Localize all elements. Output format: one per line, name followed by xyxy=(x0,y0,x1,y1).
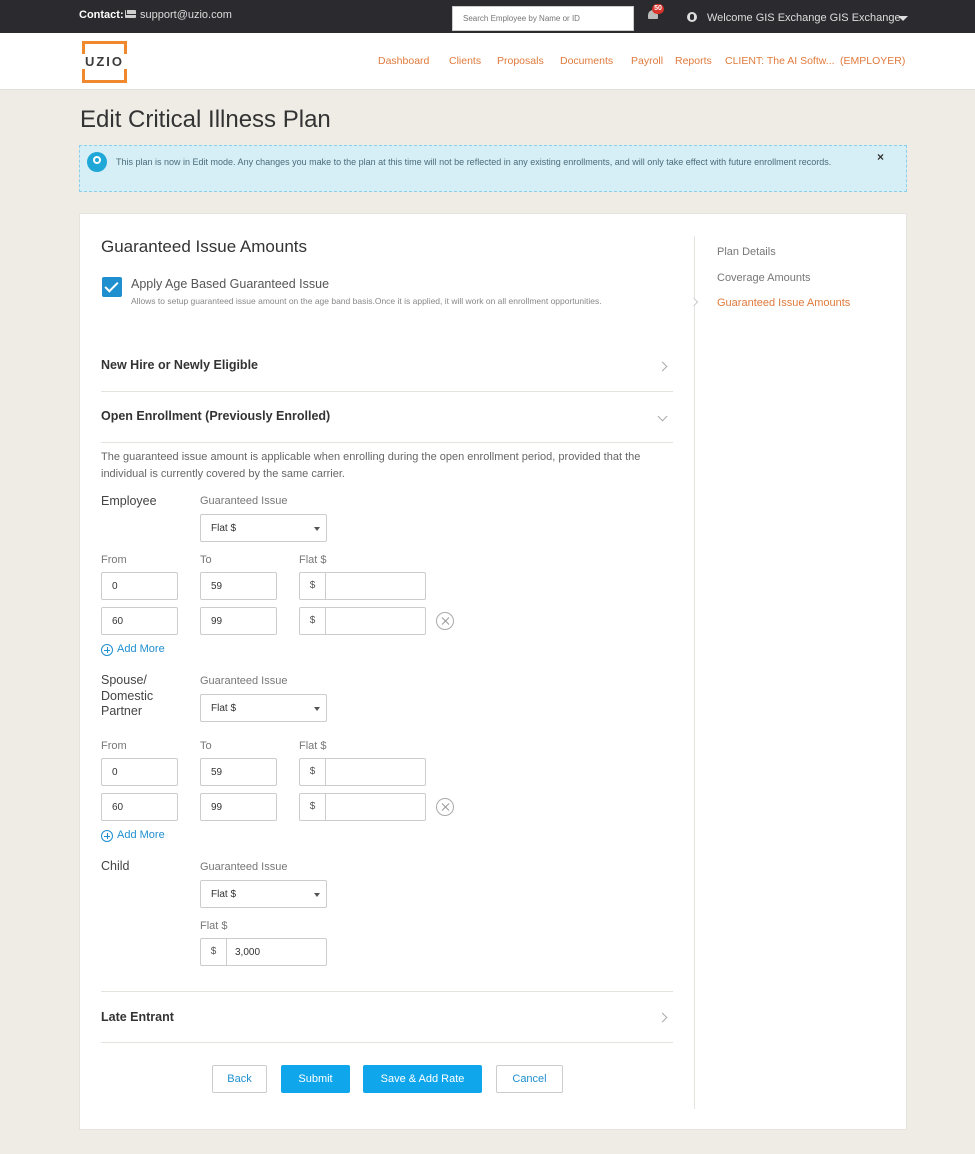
close-icon[interactable]: × xyxy=(877,150,885,164)
cancel-button[interactable]: Cancel xyxy=(496,1065,563,1093)
plan-card xyxy=(79,213,907,1130)
plus-circle-icon[interactable] xyxy=(101,830,113,842)
logo-text: UZIO xyxy=(80,54,129,69)
nav-clients[interactable]: Clients xyxy=(449,55,482,67)
employee-amount-input[interactable] xyxy=(299,607,426,635)
contact-email-link[interactable]: support@uzio.com xyxy=(140,9,232,21)
sidebar-item-coverage-amounts[interactable]: Coverage Amounts xyxy=(717,272,811,284)
section-title: Guaranteed Issue Amounts xyxy=(101,237,308,256)
to-label: To xyxy=(200,740,212,752)
welcome-user-menu[interactable]: Welcome GIS Exchange GIS Exchange xyxy=(707,12,901,24)
mail-icon xyxy=(125,10,136,18)
age-based-gi-checkbox[interactable] xyxy=(102,277,122,297)
child-label: Child xyxy=(101,859,130,873)
accordion-open-enrollment[interactable]: Open Enrollment (Previously Enrolled) xyxy=(101,409,331,423)
flat-label: Flat $ xyxy=(299,740,327,752)
currency-prefix: $ xyxy=(300,573,326,599)
nav-client[interactable]: CLIENT: The AI Softw... xyxy=(725,55,835,67)
employee-search-input[interactable] xyxy=(452,6,634,31)
spouse-gi-select[interactable]: Flat $ xyxy=(200,694,327,722)
gi-label: Guaranteed Issue xyxy=(200,495,288,507)
spouse-from-input[interactable]: 60 xyxy=(101,793,178,821)
alert-text: This plan is now in Edit mode. Any changes you make to the plan at this time will not be reflected in any existing enrollments, and will only take effect with future enrollment records. xyxy=(116,157,832,167)
currency-prefix: $ xyxy=(300,794,326,820)
chevron-right-icon[interactable] xyxy=(658,362,668,372)
from-label: From xyxy=(101,554,127,566)
submit-button[interactable]: Submit xyxy=(281,1065,350,1093)
divider xyxy=(101,442,673,443)
employee-from-input[interactable]: 60 xyxy=(101,607,178,635)
chevron-down-icon[interactable] xyxy=(658,412,668,422)
chevron-down-icon[interactable] xyxy=(898,16,908,21)
from-label: From xyxy=(101,740,127,752)
spouse-from-input[interactable]: 0 xyxy=(101,758,178,786)
spouse-label: Spouse/ Domestic Partner xyxy=(101,673,154,718)
accordion-late-entrant[interactable]: Late Entrant xyxy=(101,1010,174,1024)
spouse-to-input[interactable]: 59 xyxy=(200,758,277,786)
flat-label: Flat $ xyxy=(200,920,228,932)
sidebar-item-plan-details[interactable]: Plan Details xyxy=(717,246,776,258)
remove-row-icon[interactable] xyxy=(436,612,454,630)
nav-employer[interactable]: (EMPLOYER) xyxy=(840,55,906,67)
spouse-amount-input[interactable] xyxy=(299,758,426,786)
flat-label: Flat $ xyxy=(299,554,327,566)
edit-mode-alert xyxy=(79,145,907,192)
nav-documents[interactable]: Documents xyxy=(560,55,614,67)
add-more-link[interactable]: Add More xyxy=(117,643,165,655)
spouse-to-input[interactable]: 99 xyxy=(200,793,277,821)
open-enrollment-description: The guaranteed issue amount is applicable when enrolling during the open enrollment period, provided that the individual is currently covered by the same carrier. xyxy=(101,451,641,480)
employee-to-input[interactable]: 59 xyxy=(200,572,277,600)
spouse-amount-input[interactable] xyxy=(299,793,426,821)
gi-label: Guaranteed Issue xyxy=(200,675,288,687)
accordion-new-hire[interactable]: New Hire or Newly Eligible xyxy=(101,358,258,372)
nav-reports[interactable]: Reports xyxy=(675,55,712,67)
to-label: To xyxy=(200,554,212,566)
currency-prefix: $ xyxy=(300,608,326,634)
employee-from-input[interactable]: 0 xyxy=(101,572,178,600)
gi-label: Guaranteed Issue xyxy=(200,861,288,873)
nav-proposals[interactable]: Proposals xyxy=(497,55,544,67)
child-gi-select[interactable]: Flat $ xyxy=(200,880,327,908)
checkbox-description: Allows to setup guaranteed issue amount on the age band basis.Once it is applied, it will work on all enrollment opportunities. xyxy=(131,296,602,306)
amount-value: 3,000 xyxy=(235,947,261,958)
sidebar-item-guaranteed-issue-amounts[interactable]: Guaranteed Issue Amounts xyxy=(717,297,851,309)
save-add-rate-button[interactable]: Save & Add Rate xyxy=(363,1065,482,1093)
employee-to-input[interactable]: 99 xyxy=(200,607,277,635)
child-amount-input[interactable] xyxy=(200,938,327,966)
top-bar xyxy=(0,0,975,33)
currency-prefix: $ xyxy=(300,759,326,785)
page-title: Edit Critical Illness Plan xyxy=(80,106,331,133)
chevron-right-icon[interactable] xyxy=(658,1013,668,1023)
contact-label: Contact: xyxy=(79,9,124,21)
app-header xyxy=(0,33,975,90)
nav-dashboard[interactable]: Dashboard xyxy=(378,55,430,67)
back-button[interactable]: Back xyxy=(212,1065,267,1093)
employee-gi-select[interactable]: Flat $ xyxy=(200,514,327,542)
remove-row-icon[interactable] xyxy=(436,798,454,816)
employee-amount-input[interactable] xyxy=(299,572,426,600)
user-icon xyxy=(687,12,697,22)
employee-label: Employee xyxy=(101,494,157,508)
checkbox-label: Apply Age Based Guaranteed Issue xyxy=(131,277,330,291)
plus-circle-icon[interactable] xyxy=(101,644,113,656)
divider xyxy=(101,1042,673,1043)
sidebar-divider xyxy=(694,236,695,1109)
divider xyxy=(101,991,673,992)
notification-badge: 50 xyxy=(652,4,664,14)
currency-prefix: $ xyxy=(201,939,227,965)
active-indicator-icon xyxy=(690,298,698,306)
nav-payroll[interactable]: Payroll xyxy=(631,55,664,67)
divider xyxy=(101,391,673,392)
add-more-link[interactable]: Add More xyxy=(117,829,165,841)
info-pin-icon xyxy=(87,152,107,172)
